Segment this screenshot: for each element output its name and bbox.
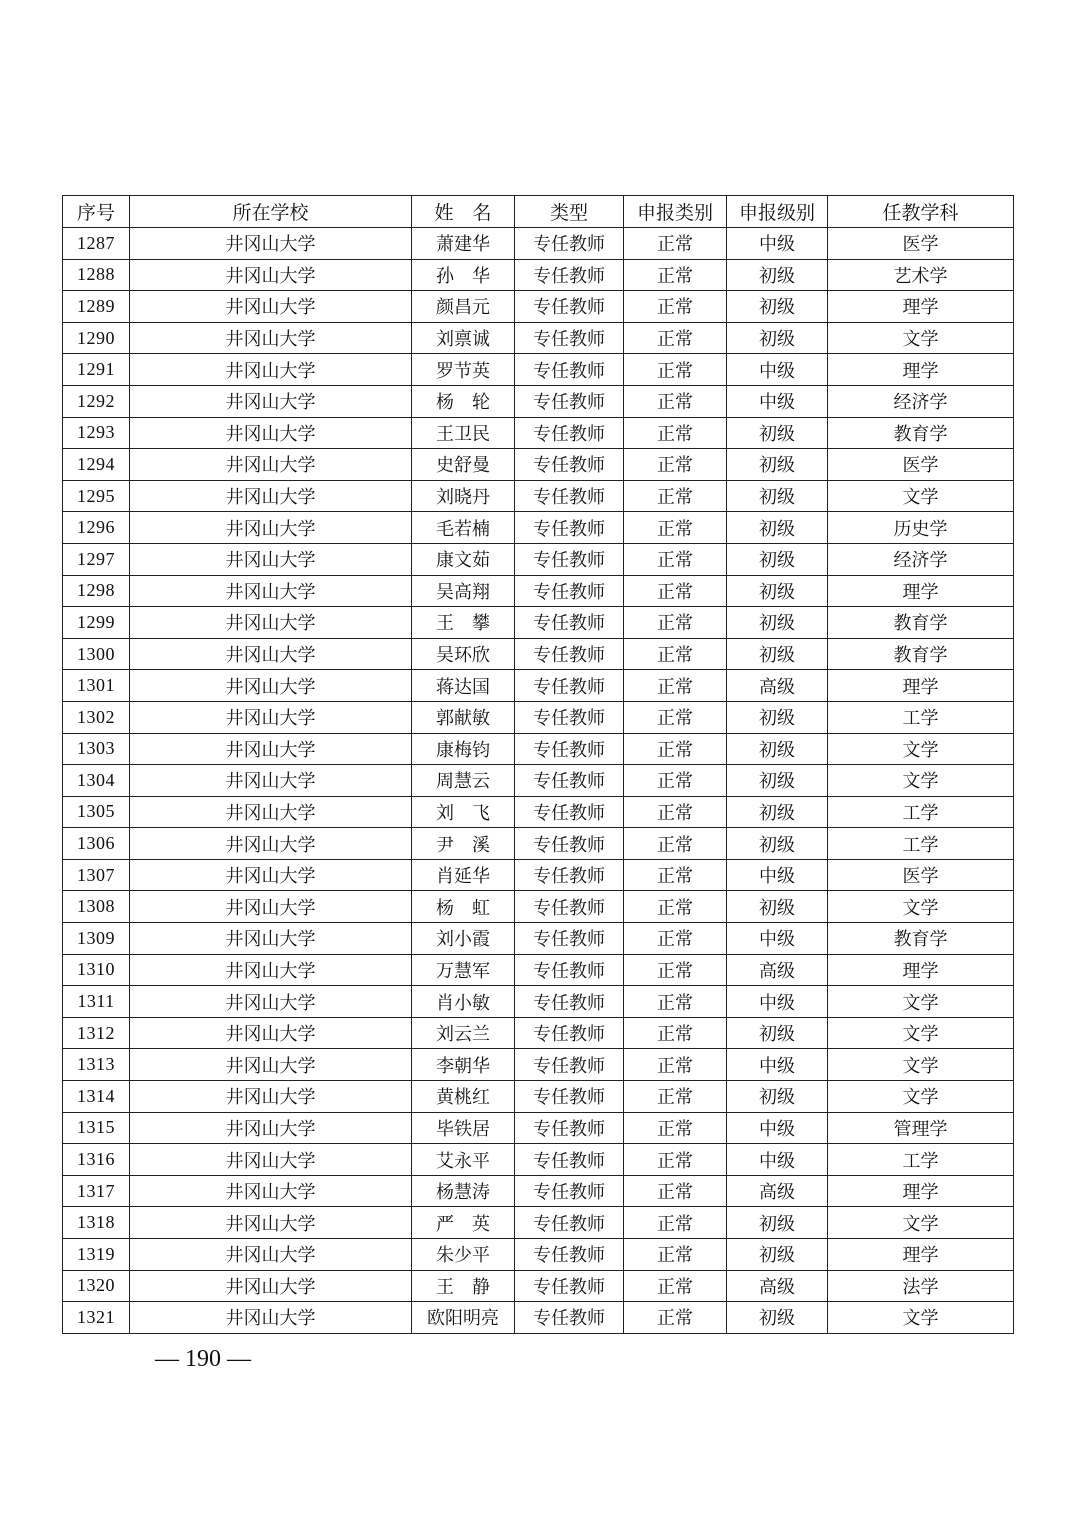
cell-type: 专任教师 xyxy=(515,449,624,481)
cell-category: 正常 xyxy=(624,291,727,323)
cell-type: 专任教师 xyxy=(515,1049,624,1081)
cell-level: 中级 xyxy=(727,1049,828,1081)
cell-category: 正常 xyxy=(624,859,727,891)
cell-school: 井冈山大学 xyxy=(130,512,412,544)
cell-name: 康文茹 xyxy=(412,543,515,575)
cell-subject: 理学 xyxy=(828,575,1014,607)
cell-name: 尹 溪 xyxy=(412,828,515,860)
cell-category: 正常 xyxy=(624,954,727,986)
table-row xyxy=(63,228,1014,260)
cell-category: 正常 xyxy=(624,733,727,765)
cell-name: 肖小敏 xyxy=(412,986,515,1018)
table-header-row xyxy=(63,196,1014,228)
cell-index: 1310 xyxy=(63,954,130,986)
cell-type: 专任教师 xyxy=(515,543,624,575)
cell-level: 初级 xyxy=(727,891,828,923)
cell-category: 正常 xyxy=(624,449,727,481)
cell-school: 井冈山大学 xyxy=(130,796,412,828)
cell-subject: 文学 xyxy=(828,1081,1014,1113)
cell-category: 正常 xyxy=(624,417,727,449)
cell-name: 罗节英 xyxy=(412,354,515,386)
cell-level: 中级 xyxy=(727,385,828,417)
table-row xyxy=(63,607,1014,639)
page-number: — 190 — xyxy=(155,1346,251,1372)
header-type: 类型 xyxy=(515,196,624,228)
cell-name: 刘小霞 xyxy=(412,923,515,955)
cell-category: 正常 xyxy=(624,480,727,512)
cell-index: 1313 xyxy=(63,1049,130,1081)
cell-subject: 医学 xyxy=(828,449,1014,481)
cell-level: 初级 xyxy=(727,638,828,670)
cell-category: 正常 xyxy=(624,1081,727,1113)
cell-category: 正常 xyxy=(624,701,727,733)
table-row xyxy=(63,575,1014,607)
cell-school: 井冈山大学 xyxy=(130,354,412,386)
cell-type: 专任教师 xyxy=(515,828,624,860)
cell-name: 王 攀 xyxy=(412,607,515,639)
cell-category: 正常 xyxy=(624,1112,727,1144)
cell-category: 正常 xyxy=(624,796,727,828)
cell-index: 1306 xyxy=(63,828,130,860)
table-row xyxy=(63,1081,1014,1113)
header-level: 申报级别 xyxy=(727,196,828,228)
cell-name: 万慧军 xyxy=(412,954,515,986)
cell-name: 严 英 xyxy=(412,1207,515,1239)
cell-level: 初级 xyxy=(727,1081,828,1113)
cell-name: 蒋达国 xyxy=(412,670,515,702)
table-row xyxy=(63,417,1014,449)
cell-category: 正常 xyxy=(624,1017,727,1049)
cell-level: 中级 xyxy=(727,859,828,891)
cell-type: 专任教师 xyxy=(515,733,624,765)
cell-index: 1292 xyxy=(63,385,130,417)
cell-index: 1296 xyxy=(63,512,130,544)
cell-level: 初级 xyxy=(727,607,828,639)
cell-subject: 文学 xyxy=(828,322,1014,354)
table-row xyxy=(63,1049,1014,1081)
cell-index: 1320 xyxy=(63,1270,130,1302)
cell-index: 1321 xyxy=(63,1302,130,1334)
cell-name: 萧建华 xyxy=(412,228,515,260)
table-row xyxy=(63,291,1014,323)
cell-type: 专任教师 xyxy=(515,228,624,260)
cell-category: 正常 xyxy=(624,828,727,860)
cell-index: 1287 xyxy=(63,228,130,260)
cell-category: 正常 xyxy=(624,1302,727,1334)
cell-type: 专任教师 xyxy=(515,954,624,986)
cell-level: 高级 xyxy=(727,1270,828,1302)
cell-index: 1302 xyxy=(63,701,130,733)
cell-name: 杨慧涛 xyxy=(412,1175,515,1207)
cell-category: 正常 xyxy=(624,575,727,607)
cell-category: 正常 xyxy=(624,1175,727,1207)
cell-level: 初级 xyxy=(727,765,828,797)
table-row xyxy=(63,765,1014,797)
cell-type: 专任教师 xyxy=(515,859,624,891)
cell-level: 初级 xyxy=(727,1017,828,1049)
cell-name: 李朝华 xyxy=(412,1049,515,1081)
cell-index: 1308 xyxy=(63,891,130,923)
cell-index: 1295 xyxy=(63,480,130,512)
cell-level: 初级 xyxy=(727,417,828,449)
cell-type: 专任教师 xyxy=(515,891,624,923)
header-category: 申报类别 xyxy=(624,196,727,228)
cell-index: 1316 xyxy=(63,1144,130,1176)
table-row xyxy=(63,954,1014,986)
cell-type: 专任教师 xyxy=(515,575,624,607)
table-row xyxy=(63,859,1014,891)
cell-index: 1301 xyxy=(63,670,130,702)
header-index: 序号 xyxy=(63,196,130,228)
table-row xyxy=(63,1112,1014,1144)
cell-category: 正常 xyxy=(624,1144,727,1176)
cell-category: 正常 xyxy=(624,986,727,1018)
cell-level: 中级 xyxy=(727,1112,828,1144)
cell-school: 井冈山大学 xyxy=(130,1081,412,1113)
cell-subject: 文学 xyxy=(828,1207,1014,1239)
cell-type: 专任教师 xyxy=(515,1081,624,1113)
cell-type: 专任教师 xyxy=(515,259,624,291)
cell-subject: 理学 xyxy=(828,1239,1014,1271)
cell-category: 正常 xyxy=(624,670,727,702)
cell-level: 初级 xyxy=(727,291,828,323)
cell-category: 正常 xyxy=(624,228,727,260)
cell-name: 黄桃红 xyxy=(412,1081,515,1113)
cell-category: 正常 xyxy=(624,891,727,923)
table-row xyxy=(63,322,1014,354)
cell-name: 郭献敏 xyxy=(412,701,515,733)
cell-name: 康梅钧 xyxy=(412,733,515,765)
cell-school: 井冈山大学 xyxy=(130,859,412,891)
cell-school: 井冈山大学 xyxy=(130,449,412,481)
cell-subject: 工学 xyxy=(828,1144,1014,1176)
table-row xyxy=(63,1144,1014,1176)
cell-name: 毕铁居 xyxy=(412,1112,515,1144)
table-row xyxy=(63,701,1014,733)
cell-subject: 经济学 xyxy=(828,385,1014,417)
cell-level: 中级 xyxy=(727,354,828,386)
cell-school: 井冈山大学 xyxy=(130,291,412,323)
table-row xyxy=(63,385,1014,417)
table-row xyxy=(63,923,1014,955)
cell-index: 1297 xyxy=(63,543,130,575)
cell-subject: 工学 xyxy=(828,828,1014,860)
cell-category: 正常 xyxy=(624,512,727,544)
cell-type: 专任教师 xyxy=(515,796,624,828)
cell-category: 正常 xyxy=(624,638,727,670)
cell-level: 中级 xyxy=(727,923,828,955)
cell-subject: 文学 xyxy=(828,733,1014,765)
cell-school: 井冈山大学 xyxy=(130,1175,412,1207)
cell-category: 正常 xyxy=(624,923,727,955)
table-row xyxy=(63,670,1014,702)
cell-level: 初级 xyxy=(727,259,828,291)
cell-subject: 文学 xyxy=(828,1302,1014,1334)
cell-name: 刘禀诚 xyxy=(412,322,515,354)
cell-index: 1319 xyxy=(63,1239,130,1271)
cell-type: 专任教师 xyxy=(515,385,624,417)
cell-type: 专任教师 xyxy=(515,1207,624,1239)
cell-school: 井冈山大学 xyxy=(130,1049,412,1081)
table-row xyxy=(63,1302,1014,1334)
cell-subject: 教育学 xyxy=(828,923,1014,955)
cell-subject: 教育学 xyxy=(828,638,1014,670)
cell-school: 井冈山大学 xyxy=(130,1270,412,1302)
cell-name: 吴高翔 xyxy=(412,575,515,607)
cell-school: 井冈山大学 xyxy=(130,1302,412,1334)
cell-level: 高级 xyxy=(727,954,828,986)
cell-name: 吴环欣 xyxy=(412,638,515,670)
cell-subject: 工学 xyxy=(828,796,1014,828)
cell-type: 专任教师 xyxy=(515,670,624,702)
cell-subject: 教育学 xyxy=(828,607,1014,639)
cell-school: 井冈山大学 xyxy=(130,480,412,512)
cell-level: 初级 xyxy=(727,449,828,481)
cell-type: 专任教师 xyxy=(515,607,624,639)
cell-school: 井冈山大学 xyxy=(130,1239,412,1271)
table-row xyxy=(63,796,1014,828)
cell-level: 初级 xyxy=(727,828,828,860)
cell-index: 1290 xyxy=(63,322,130,354)
cell-type: 专任教师 xyxy=(515,1175,624,1207)
cell-level: 初级 xyxy=(727,512,828,544)
cell-level: 初级 xyxy=(727,322,828,354)
cell-school: 井冈山大学 xyxy=(130,733,412,765)
cell-category: 正常 xyxy=(624,1270,727,1302)
cell-subject: 教育学 xyxy=(828,417,1014,449)
cell-subject: 艺术学 xyxy=(828,259,1014,291)
cell-type: 专任教师 xyxy=(515,480,624,512)
cell-school: 井冈山大学 xyxy=(130,828,412,860)
table-row xyxy=(63,1270,1014,1302)
cell-name: 王卫民 xyxy=(412,417,515,449)
cell-index: 1299 xyxy=(63,607,130,639)
cell-index: 1315 xyxy=(63,1112,130,1144)
cell-index: 1312 xyxy=(63,1017,130,1049)
table-row xyxy=(63,480,1014,512)
table-row xyxy=(63,449,1014,481)
cell-type: 专任教师 xyxy=(515,765,624,797)
cell-subject: 理学 xyxy=(828,670,1014,702)
cell-category: 正常 xyxy=(624,385,727,417)
cell-school: 井冈山大学 xyxy=(130,1144,412,1176)
cell-school: 井冈山大学 xyxy=(130,986,412,1018)
cell-subject: 文学 xyxy=(828,1017,1014,1049)
cell-name: 王 静 xyxy=(412,1270,515,1302)
cell-index: 1304 xyxy=(63,765,130,797)
table-row xyxy=(63,1239,1014,1271)
cell-subject: 理学 xyxy=(828,354,1014,386)
table-row xyxy=(63,1017,1014,1049)
table-row xyxy=(63,354,1014,386)
cell-level: 初级 xyxy=(727,1239,828,1271)
cell-index: 1318 xyxy=(63,1207,130,1239)
cell-name: 艾永平 xyxy=(412,1144,515,1176)
cell-type: 专任教师 xyxy=(515,1302,624,1334)
cell-index: 1288 xyxy=(63,259,130,291)
cell-index: 1294 xyxy=(63,449,130,481)
cell-category: 正常 xyxy=(624,607,727,639)
cell-subject: 理学 xyxy=(828,1175,1014,1207)
cell-subject: 历史学 xyxy=(828,512,1014,544)
cell-subject: 文学 xyxy=(828,1049,1014,1081)
cell-name: 杨 轮 xyxy=(412,385,515,417)
cell-subject: 文学 xyxy=(828,986,1014,1018)
cell-school: 井冈山大学 xyxy=(130,1207,412,1239)
cell-index: 1291 xyxy=(63,354,130,386)
cell-school: 井冈山大学 xyxy=(130,259,412,291)
cell-type: 专任教师 xyxy=(515,1144,624,1176)
cell-subject: 经济学 xyxy=(828,543,1014,575)
cell-school: 井冈山大学 xyxy=(130,670,412,702)
cell-level: 初级 xyxy=(727,480,828,512)
cell-category: 正常 xyxy=(624,765,727,797)
table-row xyxy=(63,512,1014,544)
cell-name: 朱少平 xyxy=(412,1239,515,1271)
cell-school: 井冈山大学 xyxy=(130,575,412,607)
cell-school: 井冈山大学 xyxy=(130,923,412,955)
cell-name: 杨 虹 xyxy=(412,891,515,923)
cell-level: 初级 xyxy=(727,701,828,733)
cell-level: 初级 xyxy=(727,733,828,765)
cell-level: 初级 xyxy=(727,1207,828,1239)
cell-school: 井冈山大学 xyxy=(130,417,412,449)
cell-index: 1300 xyxy=(63,638,130,670)
cell-name: 孙 华 xyxy=(412,259,515,291)
header-name: 姓 名 xyxy=(412,196,515,228)
cell-level: 中级 xyxy=(727,1144,828,1176)
cell-type: 专任教师 xyxy=(515,923,624,955)
cell-index: 1317 xyxy=(63,1175,130,1207)
cell-category: 正常 xyxy=(624,1049,727,1081)
cell-subject: 医学 xyxy=(828,859,1014,891)
cell-school: 井冈山大学 xyxy=(130,1112,412,1144)
cell-subject: 文学 xyxy=(828,480,1014,512)
cell-type: 专任教师 xyxy=(515,1239,624,1271)
cell-subject: 医学 xyxy=(828,228,1014,260)
cell-subject: 管理学 xyxy=(828,1112,1014,1144)
table-row xyxy=(63,733,1014,765)
cell-type: 专任教师 xyxy=(515,1270,624,1302)
cell-level: 高级 xyxy=(727,1175,828,1207)
cell-subject: 文学 xyxy=(828,765,1014,797)
cell-type: 专任教师 xyxy=(515,638,624,670)
table-row xyxy=(63,891,1014,923)
cell-type: 专任教师 xyxy=(515,322,624,354)
cell-index: 1307 xyxy=(63,859,130,891)
cell-school: 井冈山大学 xyxy=(130,228,412,260)
cell-level: 中级 xyxy=(727,228,828,260)
cell-level: 初级 xyxy=(727,543,828,575)
table-row xyxy=(63,986,1014,1018)
header-subject: 任教学科 xyxy=(828,196,1014,228)
cell-index: 1314 xyxy=(63,1081,130,1113)
cell-subject: 文学 xyxy=(828,891,1014,923)
cell-type: 专任教师 xyxy=(515,701,624,733)
header-school: 所在学校 xyxy=(130,196,412,228)
cell-index: 1305 xyxy=(63,796,130,828)
table-row xyxy=(63,1207,1014,1239)
table-row xyxy=(63,1175,1014,1207)
cell-name: 刘晓丹 xyxy=(412,480,515,512)
cell-school: 井冈山大学 xyxy=(130,701,412,733)
cell-school: 井冈山大学 xyxy=(130,954,412,986)
cell-school: 井冈山大学 xyxy=(130,322,412,354)
cell-index: 1298 xyxy=(63,575,130,607)
cell-name: 史舒曼 xyxy=(412,449,515,481)
cell-level: 初级 xyxy=(727,575,828,607)
table-row xyxy=(63,828,1014,860)
cell-level: 高级 xyxy=(727,670,828,702)
cell-index: 1303 xyxy=(63,733,130,765)
cell-subject: 理学 xyxy=(828,291,1014,323)
cell-level: 初级 xyxy=(727,1302,828,1334)
table-row xyxy=(63,543,1014,575)
cell-type: 专任教师 xyxy=(515,512,624,544)
cell-type: 专任教师 xyxy=(515,986,624,1018)
cell-subject: 法学 xyxy=(828,1270,1014,1302)
cell-name: 毛若楠 xyxy=(412,512,515,544)
cell-index: 1293 xyxy=(63,417,130,449)
cell-school: 井冈山大学 xyxy=(130,638,412,670)
cell-school: 井冈山大学 xyxy=(130,1017,412,1049)
cell-category: 正常 xyxy=(624,1207,727,1239)
cell-index: 1309 xyxy=(63,923,130,955)
teacher-list-table xyxy=(62,195,1014,1334)
cell-type: 专任教师 xyxy=(515,417,624,449)
cell-name: 周慧云 xyxy=(412,765,515,797)
cell-school: 井冈山大学 xyxy=(130,543,412,575)
cell-level: 初级 xyxy=(727,796,828,828)
cell-category: 正常 xyxy=(624,259,727,291)
cell-type: 专任教师 xyxy=(515,354,624,386)
cell-school: 井冈山大学 xyxy=(130,385,412,417)
cell-name: 欧阳明亮 xyxy=(412,1302,515,1334)
cell-level: 中级 xyxy=(727,986,828,1018)
cell-subject: 工学 xyxy=(828,701,1014,733)
cell-subject: 理学 xyxy=(828,954,1014,986)
cell-school: 井冈山大学 xyxy=(130,607,412,639)
cell-category: 正常 xyxy=(624,354,727,386)
cell-index: 1311 xyxy=(63,986,130,1018)
cell-type: 专任教师 xyxy=(515,1017,624,1049)
cell-category: 正常 xyxy=(624,543,727,575)
cell-name: 肖延华 xyxy=(412,859,515,891)
cell-index: 1289 xyxy=(63,291,130,323)
cell-category: 正常 xyxy=(624,1239,727,1271)
table-row xyxy=(63,638,1014,670)
cell-type: 专任教师 xyxy=(515,291,624,323)
cell-school: 井冈山大学 xyxy=(130,891,412,923)
cell-type: 专任教师 xyxy=(515,1112,624,1144)
cell-name: 刘云兰 xyxy=(412,1017,515,1049)
table-row xyxy=(63,259,1014,291)
cell-school: 井冈山大学 xyxy=(130,765,412,797)
cell-name: 刘 飞 xyxy=(412,796,515,828)
cell-name: 颜昌元 xyxy=(412,291,515,323)
cell-category: 正常 xyxy=(624,322,727,354)
